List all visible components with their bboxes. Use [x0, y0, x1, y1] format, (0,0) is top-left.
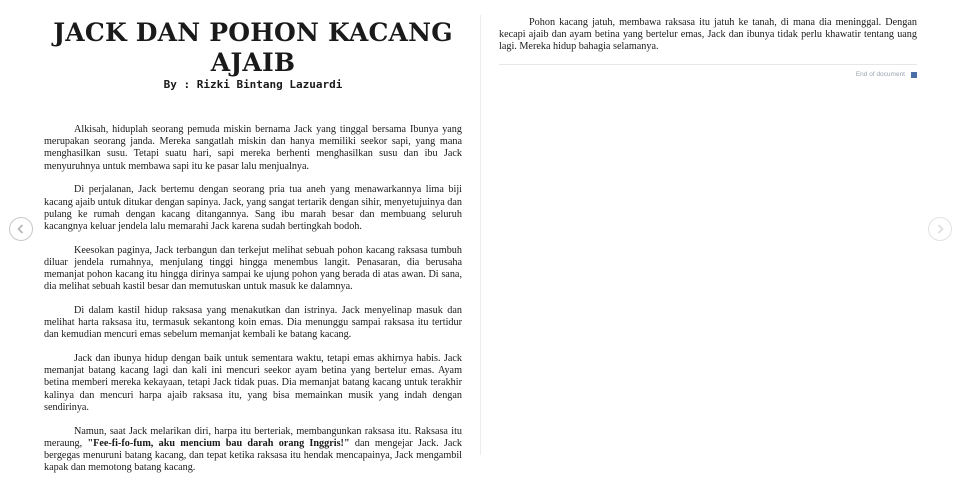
paragraph-last — [44, 426, 462, 475]
chevron-left-icon — [15, 223, 27, 235]
previous-page-button[interactable] — [9, 217, 33, 241]
end-divider — [499, 64, 917, 65]
paragraph: Alkisah, hiduplah seorang pemuda miskin bernama Jack yang tinggal bersama Ibunya yang merupakan seorang janda. Mereka sangatlah miskin dan hanya memiliki seekor sapi, yang mana menghasilkan susu. Tetapi suatu hari, sapi mereka berhenti menghasilkan susu dan ibu Jack menyuruhnya untuk membawa sapi itu ke pasar lalu menjualnya. — [44, 124, 462, 172]
end-of-document-marker — [760, 71, 917, 78]
paragraph: Jack dan ibunya hidup dengan baik untuk sementara waktu, tetapi emas akhirnya habis. Jack memanjat batang kacang lagi dan kali ini mencuri seekor ayam betina yang bertelur emas. Ayam betina memberi mereka kekayaan, tetapi Jack tidak puas. Dia memanjat batang kacang untuk terakhir kalinya dan mencuri harpa ajaib raksasa itu, yang bisa memainkan musik yang indah dengan sendirinya. — [44, 353, 462, 413]
paragraph: Di perjalanan, Jack bertemu dengan seorang pria tua aneh yang menawarkannya lima biji kacang ajaib untuk ditukar dengan sapinya. Jack, yang sangat tertarik dengan sihir, menyetujuinya dan pulang ke rumah dengan kacang ditangannya. Sang ibu marah besar dan membuang seluruh kacangnya keluar jendela lalu memarahi Jack karena sudah bertingkah bodoh. — [44, 184, 462, 232]
end-square-icon — [911, 72, 917, 78]
paragraph: Pohon kacang jatuh, membawa raksasa itu jatuh ke tanah, di mana dia meninggal. Dengan kecapi ajaib dan ayam betina yang bertelur emas, Jack dan ibunya tidak perlu khawatir tentang uang lagi. Mereka hidup bahagia selamanya. — [499, 17, 917, 53]
document-title: JACK DAN POHON KACANG AJAIB — [53, 18, 453, 77]
paragraph-text: Namun, saat Jack melarikan diri, harpa itu berteriak, membangunkan raksasa itu. Raksasa itu meraung, — [44, 425, 462, 449]
paragraph-text: dan mengejar Jack. Jack bergegas menuruni batang kacang, dan tepat ketika raksasa itu hendak mencapainya, Jack mengambil kapak dan memotong batang kacang. — [44, 437, 462, 474]
giant-quote: "Fee-fi-fo-fum, aku mencium bau darah orang Inggris!" — [87, 437, 350, 449]
paragraph: Di dalam kastil hidup raksasa yang menakutkan dan istrinya. Jack menyelinap masuk dan melihat harta raksasa itu, termasuk sekantong koin emas. Dia menunggu sampai raksasa itu tertidur dan kemudian mencuri emas sebelum memanjat kembali ke batang kacang. — [44, 304, 462, 341]
end-of-document-label: End of document — [855, 71, 905, 78]
chevron-right-icon — [934, 223, 946, 235]
left-page — [44, 18, 462, 486]
document-author: By : Rizki Bintang Lazuardi — [163, 78, 343, 91]
right-page — [499, 17, 917, 54]
next-page-button[interactable] — [928, 217, 952, 241]
story-body — [44, 124, 462, 474]
page-divider — [480, 15, 481, 455]
paragraph: Keesokan paginya, Jack terbangun dan terkejut melihat sebuah pohon kacang raksasa tumbuh diluar jendela rumahnya, menjulang tinggi hingga menembus langit. Penasaran, dia berusaha memanjat pohon kacang itu hingga dirinya sampai ke ujung pohon yang berada di atas awan. Di sana, dia melihat sebuah kastil besar dan memutuskan untuk masuk ke dalamnya. — [44, 244, 462, 293]
